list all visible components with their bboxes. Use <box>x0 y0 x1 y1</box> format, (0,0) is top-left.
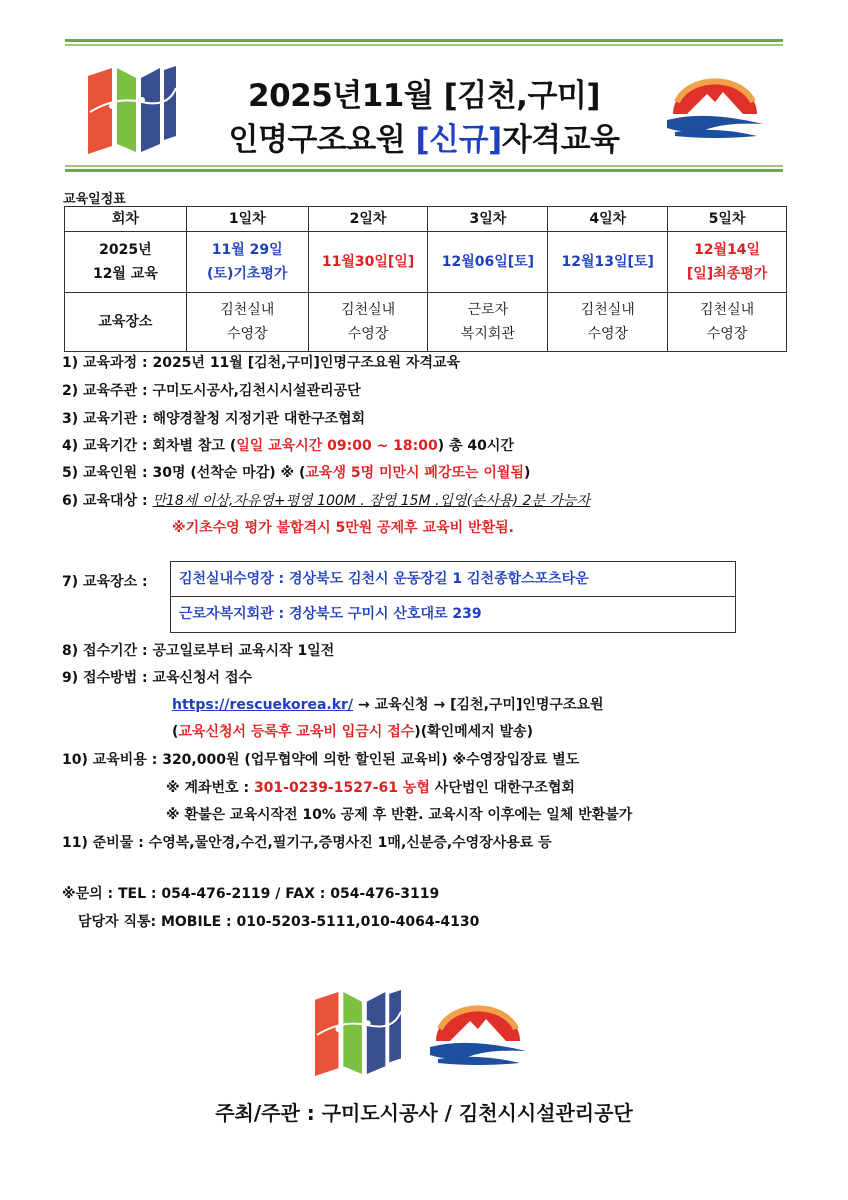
header-cell: 2일차 <box>308 207 428 232</box>
item-refund: ※ 환불은 교육시작전 10% 공제 후 반환. 교육시작 이후에는 일체 반환불가 <box>166 807 633 823</box>
item-application-path <box>172 694 604 714</box>
date-label-cell <box>65 232 187 293</box>
gumi-book-logo-icon-bottom <box>313 990 403 1076</box>
place-cell <box>428 293 548 352</box>
application-path-rest: → 교육신청 → [김천,구미]인명구조요원 <box>353 697 604 713</box>
header-cell: 회차 <box>65 207 187 232</box>
application-note-c: )(확인메세지 발송) <box>414 724 534 740</box>
day1-note: (토)기초평가 <box>207 266 288 282</box>
contact-mobile: 담당자 직통: MOBILE : 010-5203-5111,010-4064-4130 <box>78 914 480 930</box>
place-cell <box>668 293 787 352</box>
schedule-header-row <box>65 207 787 232</box>
item-application-period: 8) 접수기간 : 공고일로부터 교육시작 1일전 <box>62 643 335 659</box>
place-label-cell: 교육장소 <box>65 293 187 352</box>
day4-cell: 12월13일[토] <box>548 232 668 293</box>
place-gimcheon: 김천실내수영장 : 경상북도 김천시 운동장길 1 김천종합스포츠타운 <box>171 562 735 597</box>
place-box <box>170 561 736 633</box>
place-line: 김천실내 <box>341 302 396 318</box>
day3-cell: 12월06일[토] <box>428 232 548 293</box>
header-cell: 3일차 <box>428 207 548 232</box>
item-fee: 10) 교육비용 : 320,000원 (업무협약에 의한 할인된 교육비) ※수영장입장료 별도 <box>62 752 580 768</box>
title-line-2-a: 인명구조요원 <box>228 122 416 158</box>
item-capacity-c: ) <box>523 465 531 481</box>
day1-cell <box>186 232 308 293</box>
place-line: 수영장 <box>226 326 268 342</box>
account-holder: 사단법인 대한구조협회 <box>429 780 575 796</box>
day2-cell: 11월30일[일] <box>308 232 428 293</box>
item-organizer: 2) 교육주관 : 구미도시공사,김천시시설관리공단 <box>62 383 361 399</box>
contact-phone: ※문의 : TEL : 054-476-2119 / FAX : 054-476-3119 <box>62 886 440 902</box>
item-supplies: 11) 준비물 : 수영복,물안경,수건,필기구,증명사진 1매,신분증,수영장사용료 등 <box>62 835 552 851</box>
schedule-date-row <box>65 232 787 293</box>
item-account <box>166 777 575 797</box>
day5-note: [일]최종평가 <box>686 266 768 282</box>
header-cell: 5일차 <box>668 207 787 232</box>
day5-cell <box>668 232 787 293</box>
place-line: 김천실내 <box>700 302 755 318</box>
place-line: 수영장 <box>587 326 629 342</box>
item-institution: 3) 교육기관 : 해양경찰청 지정기관 대한구조협회 <box>62 411 366 427</box>
place-cell <box>308 293 428 352</box>
account-number: 301-0239-1527-61 농협 <box>253 780 430 796</box>
place-line: 김천실내 <box>220 302 275 318</box>
application-note-warning: 교육신청서 등록후 교육비 입금시 접수 <box>178 724 415 740</box>
date-label-year: 2025년 <box>99 242 152 258</box>
title-line-2-c: 자격교육 <box>501 122 620 158</box>
place-line: 수영장 <box>706 326 748 342</box>
item-capacity-warning: 교육생 5명 미만시 폐강또는 이월됨 <box>305 465 524 481</box>
schedule-caption: 교육일정표 <box>63 192 126 207</box>
item-target-requirements: 만18세 이상,자유영+평영 100M . 잠영 15M .입영(손사용) 2분 가능자 <box>152 493 590 509</box>
place-line: 김천실내 <box>580 302 635 318</box>
item-place-label: 7) 교육장소 : <box>62 574 148 590</box>
rescuekorea-link[interactable]: https://rescuekorea.kr/ <box>172 697 354 713</box>
item-application-method: 9) 접수방법 : 교육신청서 접수 <box>62 670 252 686</box>
schedule-place-row <box>65 293 787 352</box>
day5-date: 12월14일 <box>694 242 761 258</box>
day1-date: 11월 29일 <box>211 242 283 258</box>
item-application-note <box>172 721 533 741</box>
header-divider <box>65 169 783 172</box>
header-divider-thin <box>65 165 783 167</box>
item-target <box>62 490 590 510</box>
header-cell: 4일차 <box>548 207 668 232</box>
date-label-month: 12월 교육 <box>92 266 158 282</box>
place-cell <box>186 293 308 352</box>
place-line: 근로자 <box>467 302 509 318</box>
place-line: 복지회관 <box>460 326 515 342</box>
item-capacity <box>62 462 530 482</box>
item-target-a: 6) 교육대상 : <box>62 493 153 509</box>
place-line: 수영장 <box>347 326 389 342</box>
title-line-1: 2025년11월 [김천,구미] <box>248 78 600 114</box>
item-period-a: 4) 교육기간 : 회차별 참고 ( <box>62 438 237 454</box>
header-cell: 1일차 <box>186 207 308 232</box>
mountain-sun-logo-icon-bottom <box>428 1003 528 1067</box>
title-line-2 <box>0 114 848 159</box>
item-period-c: ) 총 40시간 <box>437 438 514 454</box>
top-divider <box>65 39 783 42</box>
footer-organizers: 주최/주관 : 구미도시공사 / 김천시시설관리공단 <box>215 1101 633 1125</box>
title-new-tag: [신규] <box>415 122 502 158</box>
place-cell <box>548 293 668 352</box>
schedule-table <box>64 206 787 352</box>
place-gumi: 근로자복지회관 : 경상북도 구미시 산호대로 239 <box>179 606 482 622</box>
top-divider-thin <box>65 44 783 46</box>
item-capacity-a: 5) 교육인원 : 30명 (선착순 마감) ※ ( <box>62 465 306 481</box>
item-course: 1) 교육과정 : 2025년 11월 [김천,구미]인명구조요원 자격교육 <box>62 355 461 371</box>
item-period <box>62 435 514 455</box>
item-target-note: ※기초수영 평가 불합격시 5만원 공제후 교육비 반환됨. <box>172 520 514 536</box>
application-note-a: ( <box>172 724 179 740</box>
item-period-hours: 일일 교육시간 09:00 ~ 18:00 <box>236 438 438 454</box>
account-a: ※ 계좌번호 : <box>166 780 254 796</box>
